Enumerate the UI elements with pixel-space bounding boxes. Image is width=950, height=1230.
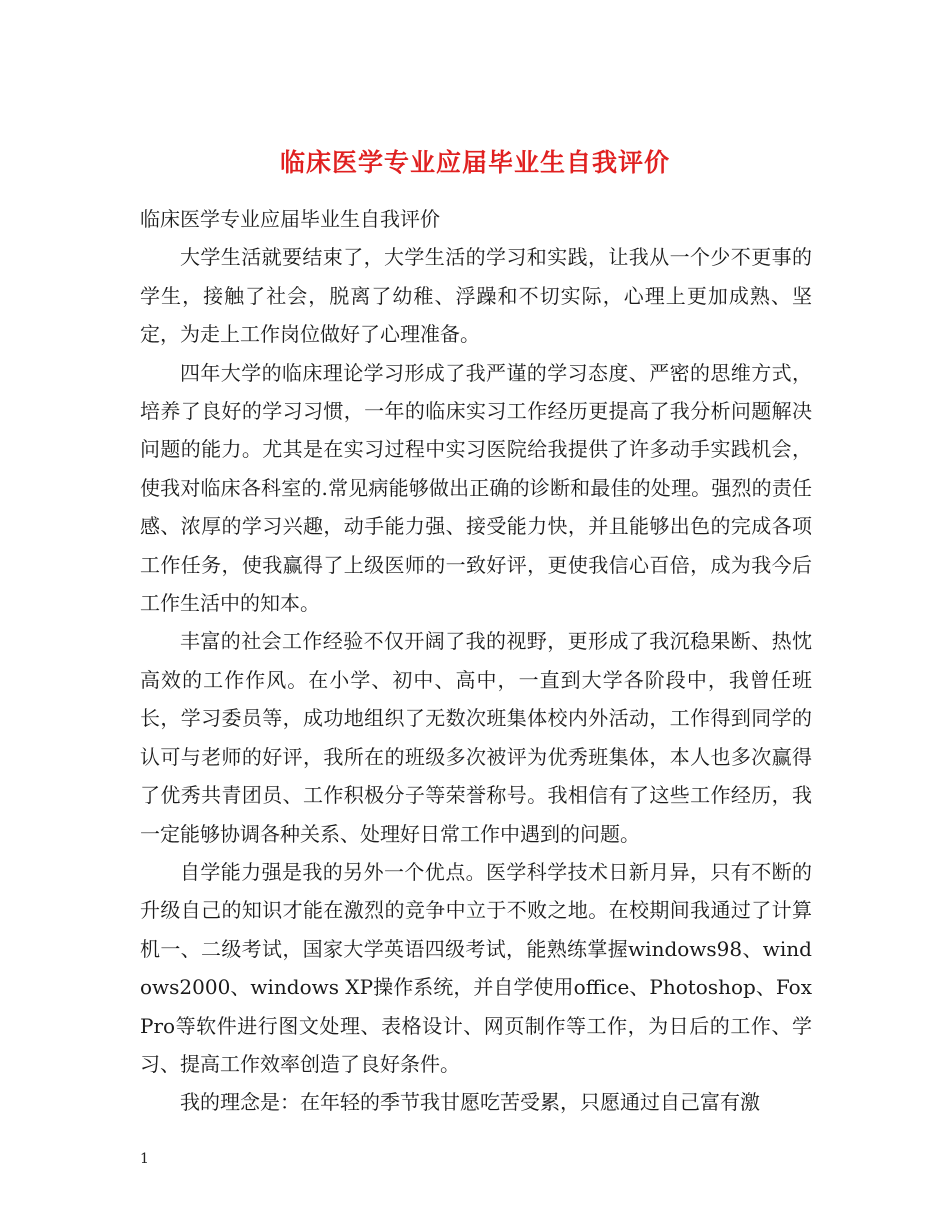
paragraph-1: 大学生活就要结束了，大学生活的学习和实践，让我从一个少不更事的学生，接触了社会，脱离了幼稚、浮躁和不切实际，心理上更加成熟、坚定，为走上工作岗位做好了心理准备。 bbox=[140, 245, 812, 347]
page-number: 1 bbox=[140, 1151, 149, 1167]
paragraph-4: 自学能力强是我的另外一个优点。医学科学技术日新月异，只有不断的升级自己的知识才能在激烈的竞争中立于不败之地。在校期间我通过了计算机一、二级考试，国家大学英语四级考试，能熟练掌握windows98、windows2000、windows XP操作系统，并自学使用office、Photoshop、FoxPro等软件进行图文处理、表格设计、网页制作等工作，为日后的工作、学习、提高工作效率创造了良好条件。 bbox=[140, 859, 812, 1076]
paragraph-5: 我的理念是：在年轻的季节我甘愿吃苦受累，只愿通过自己富有激 bbox=[180, 1090, 760, 1115]
document-subtitle: 临床医学专业应届毕业生自我评价 bbox=[140, 207, 440, 231]
document-body bbox=[140, 200, 812, 1122]
paragraph-2: 四年大学的临床理论学习形成了我严谨的学习态度、严密的思维方式，培养了良好的学习习惯，一年的临床实习工作经历更提高了我分析问题解决问题的能力。尤其是在实习过程中实习医院给我提供了许多动手实践机会，使我对临床各科室的.常见病能够做出正确的诊断和最佳的处理。强烈的责任感、浓厚的学习兴趣，动手能力强、接受能力快，并且能够出色的完成各项工作任务，使我赢得了上级医师的一致好评，更使我信心百倍，成为我今后工作生活中的知本。 bbox=[140, 360, 812, 616]
page-title: 临床医学专业应届毕业生自我评价 bbox=[279, 147, 670, 177]
paragraph-3: 丰富的社会工作经验不仅开阔了我的视野，更形成了我沉稳果断、热忱高效的工作作风。在小学、初中、高中，一直到大学各阶段中，我曾任班长，学习委员等，成功地组织了无数次班集体校内外活动，工作得到同学的认可与老师的好评，我所在的班级多次被评为优秀班集体，本人也多次赢得了优秀共青团员、工作积极分子等荣誉称号。我相信有了这些工作经历，我一定能够协调各种关系、处理好日常工作中遇到的问题。 bbox=[140, 629, 812, 846]
